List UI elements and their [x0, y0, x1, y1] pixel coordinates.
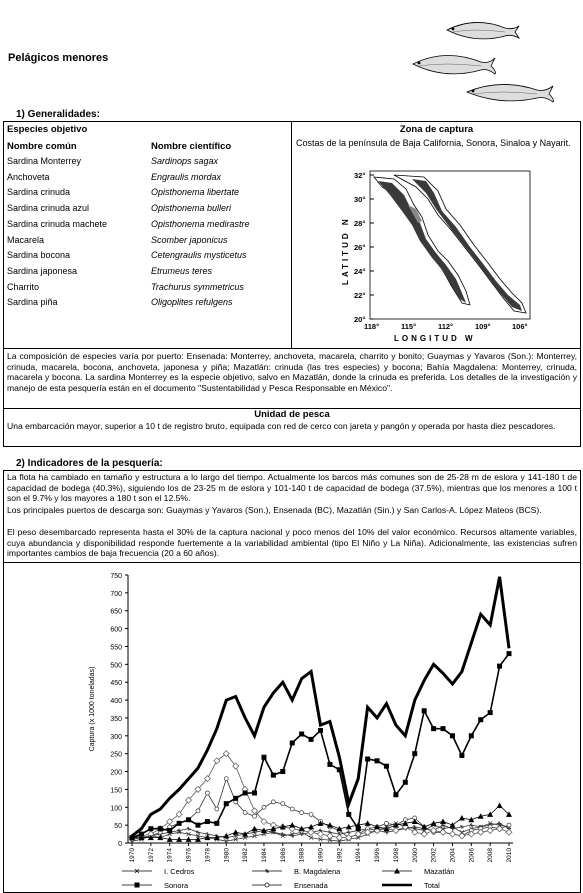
chart-marker-square — [214, 821, 219, 826]
chart-marker-diamond — [412, 829, 418, 835]
chart-y-tick-label: 50 — [114, 823, 122, 831]
chart-x-tick-label: 1990 — [317, 848, 325, 863]
chart-marker-triangle — [233, 829, 239, 835]
chart-marker-square — [280, 769, 285, 774]
chart-marker-square — [158, 826, 163, 831]
chart-y-tick-label: 500 — [110, 662, 122, 670]
chart-marker-square — [186, 817, 191, 822]
chart-marker-square — [224, 801, 229, 806]
chart-marker-square — [469, 733, 474, 738]
chart-marker-square — [459, 753, 464, 758]
map-lat-tick: 26° — [354, 243, 366, 252]
chart-x-tick-label: 1978 — [204, 848, 212, 863]
chart-x-tick-label: 2010 — [506, 848, 513, 863]
map-lat-tick: 30° — [354, 195, 366, 204]
chart-marker-square — [478, 717, 483, 722]
map-lat-tick: 20° — [354, 315, 366, 324]
chart-x-tick-label: 1984 — [260, 848, 268, 863]
chart-marker-circle — [271, 800, 275, 804]
chart-marker-diamond — [318, 831, 324, 837]
chart-marker-square — [422, 708, 427, 713]
chart-marker-asterisk — [290, 834, 294, 838]
chart-y-tick-label: 450 — [110, 680, 122, 688]
chart-x-tick-label: 1976 — [185, 848, 193, 863]
chart-marker-square — [139, 832, 144, 837]
species-scientific-name: Engraulis mordax — [151, 171, 222, 182]
chart-marker-diamond — [308, 829, 314, 835]
chart-marker-square — [365, 757, 370, 762]
chart-marker-triangle — [440, 819, 446, 825]
chart-marker-asterisk — [177, 828, 181, 832]
chart-x-tick-label: 1982 — [242, 848, 250, 863]
chart-series-sonora — [132, 654, 509, 838]
legend-label: I. Cedros — [164, 867, 195, 876]
chart-marker-diamond — [506, 829, 512, 835]
chart-marker-triangle — [459, 815, 465, 821]
species-scientific-name: Sardinops sagax — [151, 156, 219, 166]
map-ylabel: LATITUD N — [341, 216, 350, 285]
chart-x-tick-label: 1970 — [129, 848, 136, 863]
chart-marker-square — [299, 732, 304, 737]
chart-x-tick-label: 2004 — [449, 848, 457, 863]
chart-y-tick-label: 650 — [110, 608, 122, 616]
chart-y-tick-label: 350 — [110, 715, 122, 723]
chart-x-tick-label: 1986 — [279, 848, 287, 863]
chart-x-tick-label: 1992 — [336, 848, 344, 863]
chart-marker-triangle — [223, 833, 229, 839]
chart-marker-square — [375, 758, 380, 763]
chart-marker-triangle — [412, 819, 418, 825]
chart-y-tick-label: 150 — [110, 787, 122, 795]
species-common-name: Sardina bocona — [7, 250, 71, 261]
chart-marker-circle — [309, 812, 313, 816]
chart-x-tick-label: 2006 — [468, 848, 476, 863]
unidad-text: Una embarcación mayor, superior a 10 t de registro bruto, equipada con red de cerco con jareta y pangón y operada por hasta diez pescadores. — [7, 421, 556, 431]
chart-marker-circle — [196, 809, 200, 813]
chart-marker-diamond — [478, 829, 484, 835]
chart-marker-asterisk — [347, 830, 351, 834]
chart-x-tick-label: 1996 — [374, 848, 382, 863]
chart-marker-circle — [300, 811, 304, 815]
chart-marker-diamond — [440, 829, 446, 835]
chart-marker-diamond — [393, 827, 399, 833]
chart-marker-square — [271, 773, 276, 778]
chart-x-tick-label: 1980 — [223, 848, 231, 863]
chart-marker-square — [205, 819, 210, 824]
chart-marker-diamond — [355, 831, 361, 837]
chart-marker-asterisk — [265, 869, 269, 873]
chart-x-tick-label: 1988 — [298, 848, 306, 863]
chart-marker-square — [507, 651, 512, 656]
species-common-name: Charrito — [7, 281, 40, 292]
chart-marker-square — [309, 737, 314, 742]
page-title: Pelágicos menores — [8, 52, 109, 64]
chart-marker-triangle — [308, 824, 314, 830]
chart-marker-triangle — [365, 820, 371, 826]
chart-x-tick-label: 1972 — [147, 848, 155, 863]
species-common-name: Sardina crinuda machete — [7, 218, 108, 229]
paragraph-weight: El peso desembarcado representa hasta el 30% de la captura nacional y poco menos del 10% del valor económico. Recursos altamente variables, cuya abundancia y disponibilidad responde fuertemente a la variabilidad ambiental (tipo El Niño y La Niña). Adicionalmente, las existencias sufren importantes cambios de baja frecuencia (20 a 60 años). — [7, 527, 577, 559]
composition-text: La composición de especies varía por puerto: Ensenada: Monterrey, anchoveta, macarela, charrito y bonito; Guaymas y Yavaros (Son.): Monterrey, crinuda, macarela, bocona, anchoveta, japonesa y piña; Mazatlán: crinuda (las tres especies) y bocona; Bahía Magdalena: Monterrey, crinuda, macarela y bocona. La sardina Monterrey es la especie objetivo, salvo en Mazatlán, donde la crinuda es preferida. Los detalles de la investigación y manejo de esta pesquería están en el documento "Sustentabilidad y Pesca Responsable en México". — [7, 351, 577, 393]
legend-label: Mazatlán — [424, 867, 455, 876]
chart-y-tick-label: 750 — [110, 573, 122, 580]
chart-marker-square — [403, 780, 408, 785]
chart-marker-circle — [224, 777, 228, 781]
legend-label: B. Magdalena — [294, 867, 341, 876]
chart-marker-diamond — [336, 835, 342, 841]
legend-label: Ensenada — [294, 881, 328, 890]
section-2-heading: 2) Indicadores de la pesquería: — [16, 458, 163, 469]
zona-text: Costas de la península de Baja California, Sonora, Sinaloa y Nayarit. — [296, 138, 571, 148]
chart-x-tick-label: 1998 — [392, 848, 400, 863]
chart-marker-square — [167, 828, 172, 833]
chart-marker-square — [431, 726, 436, 731]
chart-marker-square — [233, 796, 238, 801]
chart-marker-diamond — [459, 833, 465, 839]
species-scientific-name: Opisthonema libertate — [151, 187, 240, 198]
chart-marker-square — [135, 883, 140, 888]
section-1-heading: 1) Generalidades: — [16, 109, 100, 120]
chart-marker-square — [393, 792, 398, 797]
species-common-name: Sardina crinuda — [7, 187, 71, 198]
chart-y-tick-label: 300 — [110, 733, 122, 741]
chart-marker-square — [252, 790, 257, 795]
chart-marker-square — [450, 733, 455, 738]
chart-marker-asterisk — [460, 825, 464, 829]
map-lat-tick: 28° — [354, 219, 366, 228]
chart-marker-circle — [290, 807, 294, 811]
chart-marker-circle — [281, 802, 285, 806]
species-common-name: Anchoveta — [7, 171, 50, 182]
chart-x-tick-label: 2000 — [411, 848, 419, 863]
chart-marker-square — [290, 740, 295, 745]
chart-y-tick-label: 0 — [118, 841, 122, 848]
species-common-name: Macarela — [7, 234, 45, 245]
capture-map — [334, 165, 539, 345]
chart-marker-square — [441, 726, 446, 731]
chart-marker-square — [497, 664, 502, 669]
species-scientific-name: Oligoplites refulgens — [151, 297, 233, 308]
chart-x-tick-label: 2008 — [487, 848, 495, 863]
chart-marker-square — [346, 812, 351, 817]
chart-marker-asterisk — [469, 823, 473, 827]
paragraph-ports: Los principales puertos de descarga son: Guaymas y Yavaros (Son.), Ensenada (BC), Mazatlán (Sin.) y San Carlos-A. López Mateos (BCS). — [7, 505, 542, 515]
map-lon-tick: 109° — [475, 322, 491, 331]
chart-y-tick-label: 400 — [110, 698, 122, 706]
map-lat-tick: 22° — [354, 291, 366, 300]
chart-marker-square — [412, 751, 417, 756]
chart-marker-triangle — [289, 822, 295, 828]
species-scientific-name: Scomber japonicus — [151, 234, 228, 245]
chart-marker-diamond — [327, 833, 333, 839]
chart-marker-square — [177, 821, 182, 826]
map-lat-tick: 32° — [354, 171, 366, 180]
chart-marker-diamond — [176, 811, 182, 817]
species-common-name: Sardina Monterrey — [7, 156, 82, 166]
legend-label: Total — [424, 881, 440, 890]
chart-marker-circle — [215, 807, 219, 811]
chart-marker-circle — [253, 814, 257, 818]
zona-header: Zona de captura — [399, 124, 474, 135]
map-lon-tick: 118° — [364, 322, 380, 331]
catch-chart — [80, 563, 520, 893]
chart-marker-diamond — [497, 826, 503, 832]
chart-marker-square — [243, 790, 248, 795]
species-common-name: Sardina crinuda azul — [7, 203, 90, 214]
chart-marker-diamond — [449, 831, 455, 837]
chart-marker-square — [195, 823, 200, 828]
chart-marker-circle — [243, 811, 247, 815]
chart-marker-circle — [507, 823, 511, 827]
species-scientific-name: Opisthonema medirastre — [151, 218, 250, 229]
unidad-header: Unidad de pesca — [254, 409, 330, 420]
chart-marker-square — [261, 755, 266, 760]
chart-marker-circle — [384, 821, 388, 825]
chart-marker-square — [327, 762, 332, 767]
chart-y-tick-label: 250 — [110, 751, 122, 759]
species-scientific-name: Opisthonema bulleri — [151, 203, 232, 214]
chart-marker-asterisk — [187, 827, 191, 831]
species-common-name: Sardina piña — [7, 297, 58, 308]
chart-x-tick-label: 1994 — [355, 848, 363, 863]
map-lon-tick: 115° — [401, 322, 417, 331]
chart-marker-square — [488, 710, 493, 715]
col-scientific-header: Nombre científico — [151, 141, 232, 152]
chart-marker-square — [148, 826, 153, 831]
chart-marker-diamond — [487, 827, 493, 833]
species-scientific-name: Etrumeus teres — [151, 265, 213, 276]
map-xlabel: LONGITUD W — [394, 334, 476, 343]
chart-marker-circle — [205, 791, 209, 795]
chart-marker-triangle — [497, 802, 503, 808]
legend-label: Sonora — [164, 881, 189, 890]
chart-y-tick-label: 100 — [110, 805, 122, 813]
chart-marker-diamond — [233, 763, 239, 769]
map-lon-tick: 106° — [512, 322, 528, 331]
paragraph-fleet: La flota ha cambiado en tamaño y estructura a lo largo del tiempo. Actualmente los barcos más comunes son de 25-28 m de eslora y 141-180 t de capacidad de bodega (40.3%), siguiendo los de 23-25 m de eslora y 101-140 t de capacidad de bodega (37.5%), mientras que los menores a 100 t son el 9.7% y los mayores a 180 t son el 12.5%. — [7, 472, 577, 504]
chart-marker-diamond — [421, 831, 427, 837]
species-header: Especies objetivo — [7, 124, 88, 135]
col-common-header: Nombre común — [7, 141, 77, 152]
chart-marker-square — [384, 764, 389, 769]
map-lat-tick: 24° — [354, 267, 366, 276]
chart-y-tick-label: 600 — [110, 626, 122, 634]
chart-y-tick-label: 200 — [110, 769, 122, 777]
chart-y-tick-label: 550 — [110, 644, 122, 652]
chart-marker-square — [356, 826, 361, 831]
chart-marker-circle — [262, 805, 266, 809]
chart-marker-triangle — [252, 826, 258, 832]
chart-marker-square — [318, 728, 323, 733]
chart-y-tick-label: 700 — [110, 590, 122, 598]
chart-ylabel: Captura (x 1000 toneladas) — [89, 666, 96, 752]
map-lon-tick: 112° — [438, 322, 454, 331]
chart-marker-triangle — [449, 822, 455, 828]
species-scientific-name: Trachurus symmetricus — [151, 281, 244, 292]
chart-marker-asterisk — [196, 830, 200, 834]
chart-marker-circle — [265, 883, 269, 887]
chart-x-tick-label: 2002 — [430, 848, 438, 863]
species-scientific-name: Cetengraulis mysticetus — [151, 250, 247, 261]
fish-illustration — [405, 6, 575, 106]
chart-x-tick-label: 1974 — [166, 848, 174, 863]
species-common-name: Sardina japonesa — [7, 265, 78, 276]
